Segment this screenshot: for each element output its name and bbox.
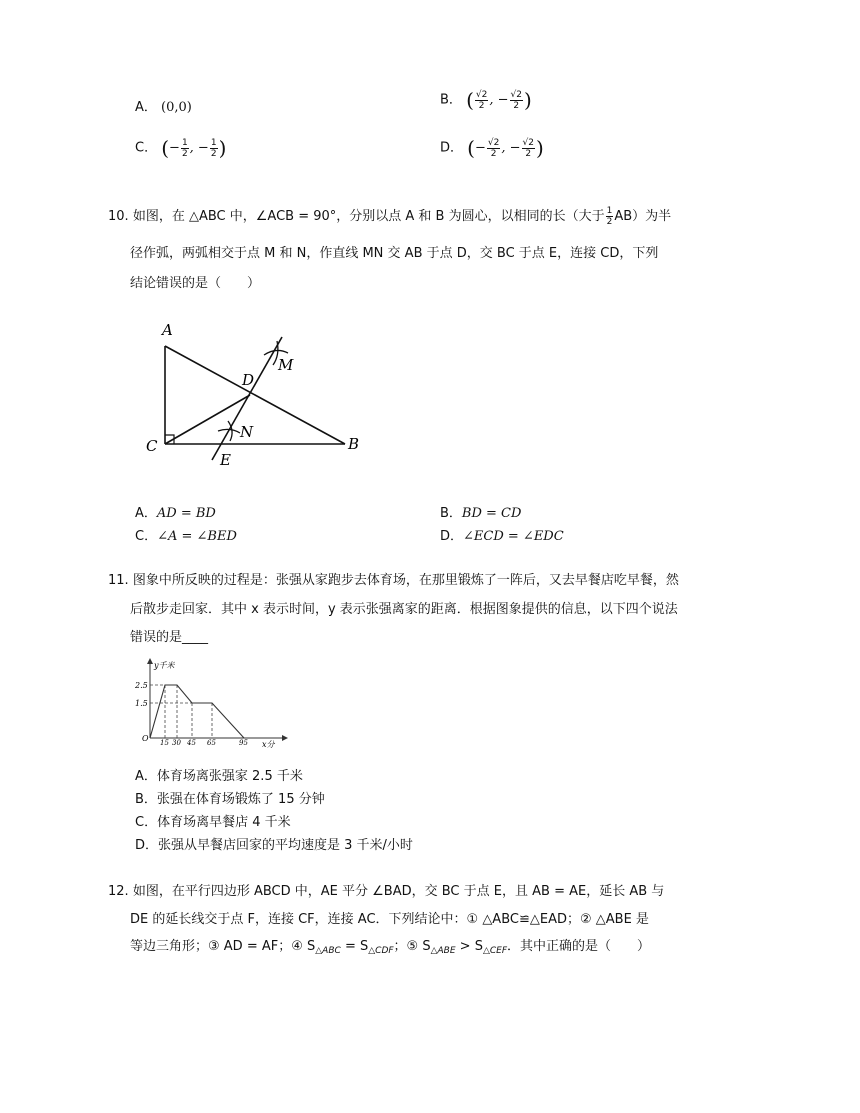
x-tick: 95 <box>239 739 248 747</box>
question-number: 12. <box>108 884 129 899</box>
q10-option-a <box>135 502 216 521</box>
q11-distance-time-graph <box>132 656 292 750</box>
x-tick: 65 <box>207 739 216 747</box>
origin-label: O <box>142 734 149 743</box>
option-text: ∠A = ∠BED <box>157 529 237 544</box>
fraction: $\frac{√2}{2}$ <box>510 89 522 111</box>
q12-line3: 等边三角形；③ AD = AF；④ $S_{\triangle ABC} = S_{\triangle CDF}$；⑤ $S_{\triangle ABE} > S_{\triangle CEF}$．其中正确的是（ ） <box>130 939 651 956</box>
x-tick: 15 <box>160 739 169 747</box>
q11-line2: 后散步走回家．其中 x 表示时间，y 表示张强离家的距离．根据图象提供的信息，以下四个说法 <box>130 602 678 617</box>
separator: , − <box>189 140 209 156</box>
label-D: D <box>242 371 255 389</box>
q11-option-b <box>135 788 325 807</box>
x-axis-label: x分 <box>262 740 275 749</box>
q9-option-c: C． (− $\frac{1}{2}$ , − $\frac{1}{2}$ ) <box>135 136 227 160</box>
q12-line2: DE 的延长线交于点 F，连接 CF，连接 AC．下列结论中：① △ABC≌△EAD；② △ABE 是 <box>130 912 649 927</box>
option-text: ∠ECD = ∠EDC <box>463 529 564 544</box>
option-label: C． <box>135 140 158 156</box>
q10-line1 <box>108 205 671 229</box>
option-text: (0,0) <box>161 100 192 115</box>
q10-line3: 结论错误的是（ ） <box>130 276 261 291</box>
fraction: $\frac{1}{2}$ <box>181 137 188 159</box>
y-tick: 1.5 <box>135 699 148 708</box>
option-label: B． <box>440 92 462 108</box>
fraction: $\frac{√2}{2}$ <box>522 137 534 159</box>
q11-option-a <box>135 765 303 784</box>
y-axis-label: y千米 <box>154 661 175 670</box>
x-tick: 45 <box>187 739 196 747</box>
option-label: D． <box>135 838 159 853</box>
separator: , − <box>501 140 521 156</box>
q12-line1 <box>108 880 664 899</box>
option-text: 体育场离张强家 2.5 千米 <box>156 769 303 784</box>
y-tick: 2.5 <box>135 681 148 690</box>
option-label: B． <box>135 792 157 807</box>
option-label: A． <box>135 769 157 784</box>
q11-option-c <box>135 811 291 830</box>
option-text: 张强在体育场锻炼了 15 分钟 <box>156 792 325 807</box>
label-M: M <box>278 356 294 374</box>
label-B: B <box>348 435 360 453</box>
q9-option-b: B． ( $\frac{√2}{2}$ , − $\frac{√2}{2}$ ) <box>440 88 532 112</box>
x-tick: 30 <box>172 739 181 747</box>
option-label: B． <box>440 506 462 521</box>
question-text: 图象中所反映的过程是：张强从家跑步去体育场，在那里锻炼了一阵后，又去早餐店吃早餐，然 <box>132 573 679 588</box>
question-number: 11. <box>108 573 129 588</box>
option-label: D． <box>440 529 464 544</box>
question-text: 如图，在平行四边形 ABCD 中，AE 平分 ∠BAD，交 BC 于点 E，且 AB = AE，延长 AB 与 <box>132 884 665 899</box>
q10-line2: 径作弧，两弧相交于点 M 和 N，作直线 MN 交 AB 于点 D，交 BC 于点 E，连接 CD，下列 <box>130 246 659 261</box>
label-N: N <box>240 423 254 441</box>
option-label: A． <box>135 506 157 521</box>
question-text: AB）为半 <box>614 209 672 224</box>
option-label: D． <box>440 140 464 156</box>
option-label: C． <box>135 529 158 544</box>
fraction: $\frac{1}{2}$ <box>606 206 613 227</box>
separator: , − <box>489 92 509 108</box>
option-text: BD = CD <box>461 506 522 521</box>
minus-sign: − <box>474 140 486 156</box>
q10-option-b <box>440 502 521 521</box>
fraction: $\frac{√2}{2}$ <box>487 137 500 159</box>
fraction: $\frac{√2}{2}$ <box>475 89 488 111</box>
q9-option-d: D． (− $\frac{√2}{2}$ , − $\frac{√2}{2}$ ) <box>440 136 544 160</box>
q11-option-d <box>135 834 413 853</box>
question-text: 如图，在 △ABC 中，∠ACB = 90°，分别以点 A 和 B 为圆心，以相同的长（大于 <box>132 209 605 224</box>
option-text: AD = BD <box>156 506 216 521</box>
option-text: 体育场离早餐店 4 千米 <box>157 815 291 830</box>
option-text: 张强从早餐店回家的平均速度是 3 千米/小时 <box>158 838 413 853</box>
option-label: C． <box>135 815 158 830</box>
q9-option-a <box>135 96 192 115</box>
question-number: 10. <box>108 209 129 224</box>
label-A: A <box>162 321 173 339</box>
fraction: $\frac{1}{2}$ <box>210 137 217 159</box>
q10-option-d <box>440 525 564 544</box>
label-E: E <box>220 451 231 469</box>
q10-triangle-figure <box>140 315 380 475</box>
minus-sign: − <box>169 140 180 156</box>
label-C: C <box>146 437 158 455</box>
q10-option-c <box>135 525 237 544</box>
option-label: A． <box>135 100 157 115</box>
q11-line1 <box>108 569 679 588</box>
q11-line3: 错误的是____ <box>130 630 209 645</box>
